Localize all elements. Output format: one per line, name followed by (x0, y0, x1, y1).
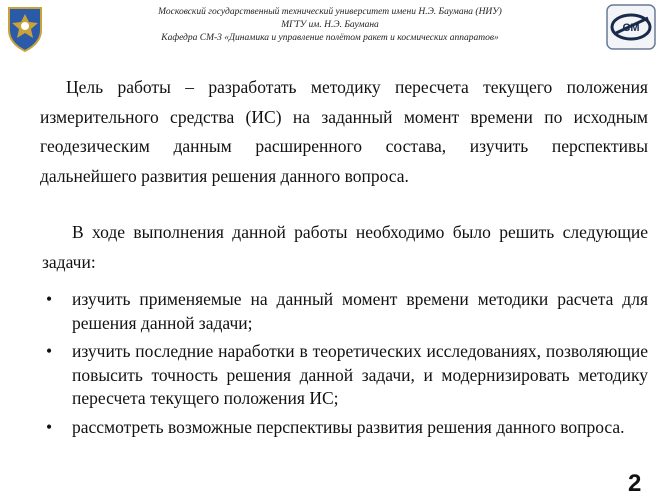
goal-paragraph: Цель работы – разработать методику пересчета текущего положения измерительного средства (ИС) на заданный момент времени по исходным геодезическим данным расширенного состава, изучить перспективы дальнейшего развития решения данного вопроса. (40, 77, 648, 186)
task-text: изучить применяемые на данный момент времени методики расчета для решения данной задачи; (72, 289, 648, 333)
list-item (40, 416, 648, 440)
list-item (40, 340, 648, 411)
page-number: 2 (628, 470, 642, 497)
tasks-intro: В ходе выполнения данной работы необходимо было решить следующие задачи: (42, 222, 648, 272)
university-short-name: МГТУ им. Н.Э. Баумана (281, 20, 379, 30)
bullet: • (46, 341, 53, 361)
university-emblem-icon (5, 4, 45, 52)
list-item (40, 288, 648, 335)
task-text: изучить последние наработки в теоретических исследованиях, позволяющие повысить точность решения данной задачи, и модернизировать методику пересчета текущего положения ИС; (72, 341, 648, 408)
task-text: рассмотреть возможные перспективы развития решения данного вопроса. (72, 416, 625, 437)
header-text (60, 6, 600, 45)
task-list (40, 288, 648, 444)
bullet: • (46, 416, 53, 437)
university-name: Московский государственный технический университет имени Н.Э. Баумана (НИУ) (158, 7, 502, 17)
department-logo-icon (606, 4, 656, 50)
slide-header (0, 0, 666, 58)
bullet: • (46, 289, 53, 309)
logo-text: СМ (622, 22, 640, 34)
department-name: Кафедра СМ-3 «Динамика и управление полётом ракет и космических аппаратов» (161, 33, 499, 43)
